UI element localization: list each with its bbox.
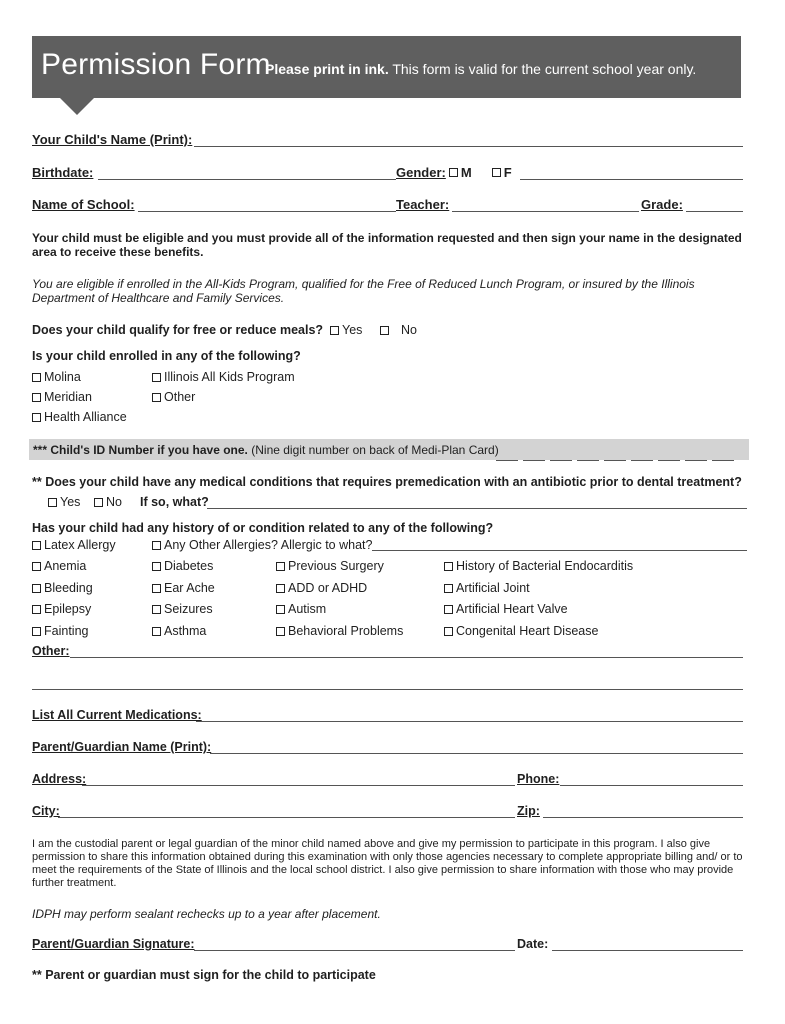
teacher-label: Teacher: <box>396 197 450 212</box>
condition-anemia[interactable] <box>32 559 86 573</box>
premed-yes-checkbox[interactable] <box>48 498 57 507</box>
must-sign-note: ** Parent or guardian must sign for the child to participate <box>32 968 376 982</box>
checkbox[interactable] <box>32 584 41 593</box>
meals-yes-option[interactable] <box>330 323 362 337</box>
enrolled-all-kids[interactable] <box>152 370 295 384</box>
zip-field[interactable] <box>543 817 743 818</box>
checkbox[interactable] <box>152 373 161 382</box>
other-field[interactable] <box>70 657 743 658</box>
enrolled-other[interactable] <box>152 390 195 404</box>
enrolled-molina[interactable] <box>32 370 81 384</box>
option-label: Asthma <box>164 624 207 638</box>
condition-artificial-joint[interactable] <box>444 581 530 595</box>
enrolled-meridian[interactable] <box>32 390 92 404</box>
option-label: Behavioral Problems <box>288 624 404 638</box>
teacher-field[interactable] <box>452 211 639 212</box>
address-label: Address: <box>32 772 87 786</box>
id-number-hint: (Nine digit number on back of Medi-Plan Card) <box>251 443 499 457</box>
checkbox[interactable] <box>32 413 41 422</box>
guardian-name-label: Parent/Guardian Name (Print): <box>32 740 212 754</box>
grade-label: Grade: <box>641 197 683 212</box>
checkbox[interactable] <box>276 605 285 614</box>
meals-no-label: No <box>401 323 417 337</box>
option-label: Artificial Heart Valve <box>456 602 568 616</box>
header-banner <box>32 36 741 98</box>
premed-question: ** Does your child have any medical conditions that requires premedication with an antibiotic prior to dental treatment? <box>32 475 742 489</box>
meals-no-checkbox[interactable] <box>380 326 389 335</box>
option-label: Bleeding <box>44 581 93 595</box>
option-label: Other <box>164 390 196 404</box>
gender-m-checkbox[interactable] <box>449 168 458 177</box>
premed-if-so-field[interactable] <box>207 508 747 509</box>
consent-text: I am the custodial parent or legal guardian of the minor child named above and give my permission to participate in this program. I also give permission to share this information obtained during this examination with only those agencies necessary to complete appropriate billing and/ or to meet the requirements of the State of Illinois and the local school district. I also give permission to share information with those who may provide further treatment. <box>32 838 743 889</box>
option-label: ADD or ADHD <box>288 581 368 595</box>
meals-question: Does your child qualify for free or reduce meals? <box>32 323 324 337</box>
city-field[interactable] <box>58 817 515 818</box>
condition-artificial-heart-valve[interactable] <box>444 602 568 616</box>
eligibility-explain: You are eligible if enrolled in the All-Kids Program, qualified for the Free of Reduced Lunch Program, or insured by the Illinois Department of Healthcare and Family Services. <box>32 277 695 305</box>
banner-notch <box>60 98 94 115</box>
id-number-label: *** Child's ID Number if you have one. <box>33 443 248 457</box>
eligibility-notice: Your child must be eligible and you must provide all of the information requested and then sign your name in the designated area to receive these benefits. <box>32 231 742 259</box>
option-label: History of Bacterial Endocarditis <box>456 559 634 573</box>
premed-yes-option[interactable] <box>48 495 80 509</box>
signature-label: Parent/Guardian Signature: <box>32 937 195 951</box>
gender-f-checkbox[interactable] <box>492 168 501 177</box>
other-label: Other: <box>32 644 70 658</box>
signature-field[interactable] <box>194 950 515 951</box>
checkbox[interactable] <box>152 584 161 593</box>
other-field-line-2[interactable] <box>32 689 743 690</box>
id-number-field[interactable] <box>496 443 739 461</box>
checkbox[interactable] <box>32 373 41 382</box>
condition-bleeding[interactable] <box>32 581 93 595</box>
option-label: Health Alliance <box>44 410 127 424</box>
checkbox[interactable] <box>32 605 41 614</box>
condition-fainting[interactable] <box>32 624 88 638</box>
other-allergies-option[interactable] <box>152 538 372 552</box>
city-label: City: <box>32 804 60 818</box>
premed-no-option[interactable] <box>94 495 122 509</box>
checkbox[interactable] <box>152 393 161 402</box>
meals-no-option[interactable] <box>380 323 417 337</box>
checkbox[interactable] <box>276 584 285 593</box>
checkbox[interactable] <box>32 541 41 550</box>
checkbox[interactable] <box>276 627 285 636</box>
option-label: Ear Ache <box>164 581 215 595</box>
option-label: Diabetes <box>164 559 214 573</box>
option-label: Seizures <box>164 602 213 616</box>
latex-allergy-option[interactable] <box>32 538 116 552</box>
checkbox[interactable] <box>152 541 161 550</box>
option-label: Artificial Joint <box>456 581 530 595</box>
medications-field[interactable] <box>196 721 743 722</box>
option-label: Latex Allergy <box>44 538 116 552</box>
checkbox[interactable] <box>444 584 453 593</box>
premed-if-so-label: If so, what? <box>140 495 209 509</box>
option-label: Molina <box>44 370 81 384</box>
checkbox[interactable] <box>444 605 453 614</box>
instruction-rest: This form is valid for the current school year only. <box>392 61 697 77</box>
id-number-row <box>33 443 499 457</box>
condition-congenital-heart-disease[interactable] <box>444 624 598 638</box>
enrolled-question: Is your child enrolled in any of the following? <box>32 349 301 363</box>
checkbox[interactable] <box>444 627 453 636</box>
checkbox[interactable] <box>444 562 453 571</box>
checkbox[interactable] <box>32 562 41 571</box>
gender-label: Gender: <box>396 165 446 180</box>
idph-note: IDPH may perform sealant rechecks up to a year after placement. <box>32 907 381 921</box>
enrolled-health-alliance[interactable] <box>32 410 127 424</box>
checkbox[interactable] <box>152 605 161 614</box>
child-name-field[interactable] <box>194 146 743 147</box>
condition-diabetes[interactable] <box>152 559 213 573</box>
meals-yes-checkbox[interactable] <box>330 326 339 335</box>
option-label: Fainting <box>44 624 89 638</box>
phone-label: Phone: <box>517 772 560 786</box>
form-title: Permission Form <box>41 48 271 81</box>
condition-asthma[interactable] <box>152 624 206 638</box>
school-label: Name of School: <box>32 197 135 212</box>
gender-group <box>396 165 512 180</box>
condition-epilepsy[interactable] <box>32 602 91 616</box>
premed-no-checkbox[interactable] <box>94 498 103 507</box>
option-label: Autism <box>288 602 327 616</box>
school-field[interactable] <box>138 211 396 212</box>
option-label: Previous Surgery <box>288 559 384 573</box>
gender-f-label: F <box>503 165 512 180</box>
birthdate-field[interactable] <box>98 179 396 180</box>
guardian-name-field[interactable] <box>210 753 743 754</box>
condition-autism[interactable] <box>276 602 326 616</box>
premed-yes-label: Yes <box>60 495 81 509</box>
checkbox[interactable] <box>32 627 41 636</box>
other-allergies-field[interactable] <box>372 550 747 551</box>
option-label: Meridian <box>44 390 92 404</box>
child-name-label: Your Child's Name (Print): <box>32 132 193 147</box>
address-field[interactable] <box>82 785 515 786</box>
checkbox[interactable] <box>152 562 161 571</box>
history-question: Has your child had any history of or condition related to any of the following? <box>32 521 494 535</box>
birthdate-label: Birthdate: <box>32 165 94 180</box>
phone-field[interactable] <box>560 785 743 786</box>
option-label: Anemia <box>44 559 87 573</box>
condition-previous-surgery[interactable] <box>276 559 384 573</box>
grade-field[interactable] <box>686 211 743 212</box>
premed-no-label: No <box>106 495 122 509</box>
form-instructions <box>265 61 696 77</box>
option-label: Epilepsy <box>44 602 92 616</box>
checkbox[interactable] <box>276 562 285 571</box>
checkbox[interactable] <box>32 393 41 402</box>
date-field[interactable] <box>552 950 743 951</box>
condition-behavioral-problems[interactable] <box>276 624 403 638</box>
date-label: Date: <box>517 937 549 951</box>
condition-add-adhd[interactable] <box>276 581 367 595</box>
option-label: Illinois All Kids Program <box>164 370 295 384</box>
condition-seizures[interactable] <box>152 602 213 616</box>
option-label: Any Other Allergies? Allergic to what? <box>164 538 373 552</box>
gender-line <box>520 179 743 180</box>
meals-yes-label: Yes <box>342 323 363 337</box>
condition-ear-ache[interactable] <box>152 581 215 595</box>
zip-label: Zip: <box>517 804 540 818</box>
gender-m-label: M <box>460 165 472 180</box>
medications-label: List All Current Medications: <box>32 708 202 722</box>
checkbox[interactable] <box>152 627 161 636</box>
instruction-bold: Please print in ink. <box>265 61 389 77</box>
condition-bacterial-endocarditis[interactable] <box>444 559 633 573</box>
option-label: Congenital Heart Disease <box>456 624 599 638</box>
